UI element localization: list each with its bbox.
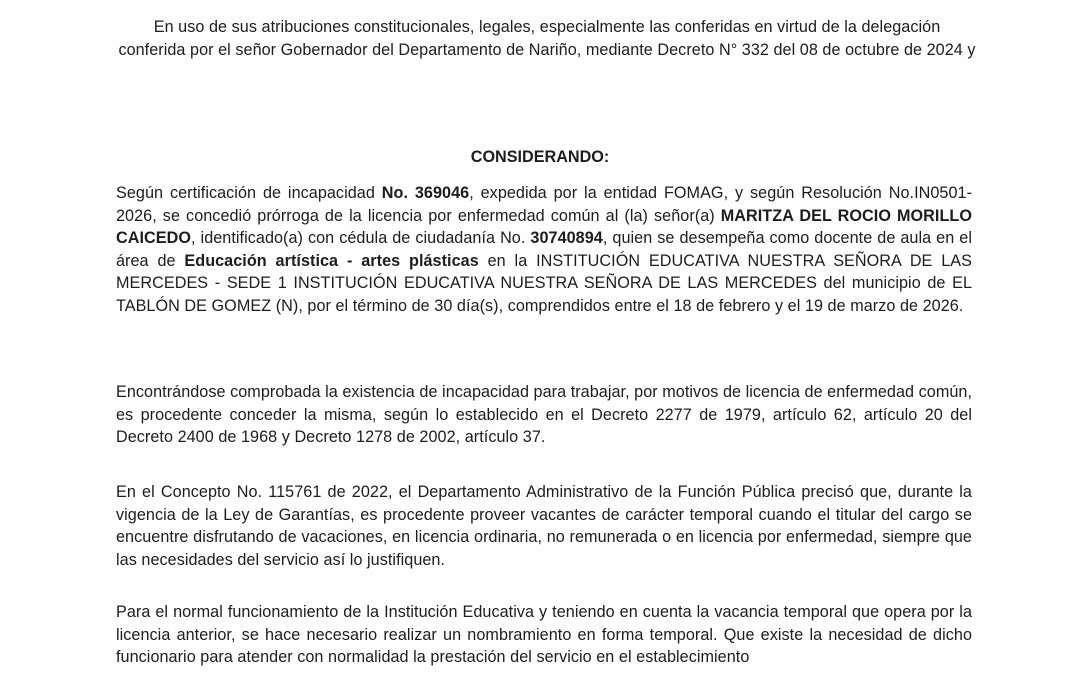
certificate-number: No. 369046 xyxy=(381,184,470,202)
paragraph-concept: En el Concepto No. 115761 de 2022, el Departamento Administrativo de la Función Pública precisó que, durante la vigencia de la Ley de Garantías, es procedente proveer vacantes de carácter temporal cuando el titular del cargo se encuentre disfrutando de vacaciones, en licencia ordinaria, no remunerada o en licencia por enfermedad, siempre que las necesidades del servicio así lo justifiquen. xyxy=(116,483,972,569)
p1-text-2: , expedida por la entidad FOMAG, y según Resolución No.IN0501-2026, se concedió prórroga de la licencia por enfermedad común al (la) señor(a) xyxy=(116,184,973,225)
paragraph-certification xyxy=(116,182,972,317)
p1-text-5: en la INSTITUCIÓN EDUCATIVA NUESTRA SEÑORA DE LAS MERCEDES - SEDE 1 INSTITUCIÓN EDUCATIVA NUESTRA SEÑORA DE LAS MERCEDES del municipio de EL TABLÓN DE GOMEZ (N), por el término de 30 día(s), comprendidos entre el 18 de febrero y el 19 de marzo de 2026. xyxy=(116,251,973,315)
paragraph-temporary-appointment: Para el normal funcionamiento de la Institución Educativa y teniendo en cuenta la vacancia temporal que opera por la licencia anterior, se hace necesario realizar un nombramiento en forma temporal. Que existe la necesidad de dicho funcionario para atender con normalidad la prestación del servicio en el establecimiento xyxy=(116,603,972,666)
p1-text-3: , identificado(a) con cédula de ciudadanía No. xyxy=(191,229,531,247)
p1-text-1: Según certificación de incapacidad xyxy=(116,184,382,202)
section-heading: CONSIDERANDO: xyxy=(470,148,610,166)
id-number: 30740894 xyxy=(530,229,603,247)
teaching-area: Educación artística - artes plásticas xyxy=(184,251,479,270)
person-name: MARITZA DEL ROCIO MORILLO CAICEDO xyxy=(116,206,972,247)
intro-paragraph: En uso de sus atribuciones constitucionales, legales, especialmente las conferidas en virtud de la delegación conferida por el señor Gobernador del Departamento de Nariño, mediante Decreto N° 332 del 08 de octubre de 2024 y xyxy=(118,18,976,59)
p1-text-4: , quien se desempeña como docente de aula en el área de xyxy=(116,229,972,270)
paragraph-legal-basis: Encontrándose comprobada la existencia de incapacidad para trabajar, por motivos de licencia de enfermedad común, es procedente conceder la misma, según lo establecido en el Decreto 2277 de 1979, artículo 62, artículo 20 del Decreto 2400 de 1968 y Decreto 1278 de 2002, artículo 37. xyxy=(116,383,973,446)
